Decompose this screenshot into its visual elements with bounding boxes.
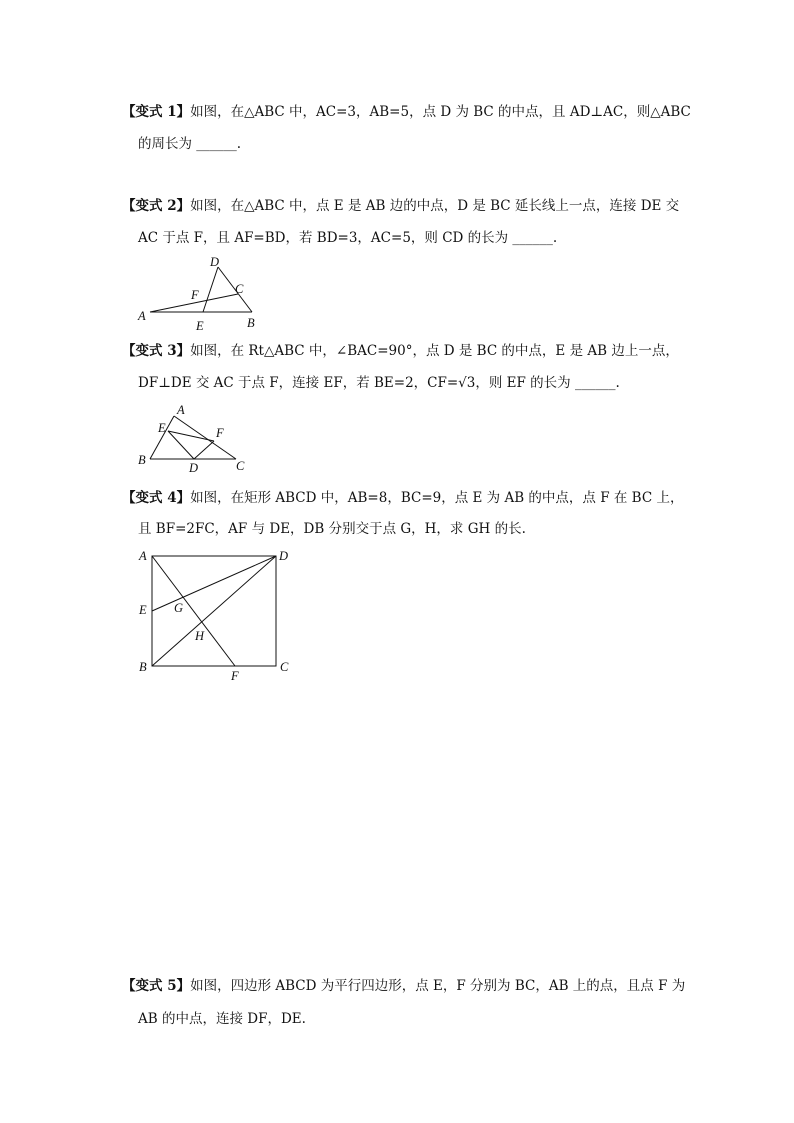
segment-af	[152, 556, 235, 666]
label-f: F	[191, 288, 199, 302]
problem-4-text-2: 且 BF=2FC，AF 与 DE，DB 分别交于点 G，H，求 GH 的长.	[138, 521, 526, 537]
segment-ef	[168, 431, 214, 441]
problem-4-tag: 【变式 4】	[122, 490, 191, 506]
problem-5-text-2: AB 的中点，连接 DF，DE.	[138, 1011, 306, 1027]
problem-4-figure	[130, 542, 300, 684]
label-c: C	[236, 459, 245, 473]
problem-1-text-1: 如图，在△ABC 中，AC=3，AB=5，点 D 为 BC 的中点，且 AD⊥AC，则△ABC	[190, 104, 691, 120]
label-b: B	[247, 316, 255, 330]
problem-2-text-2: AC 于点 F，且 AF=BD，若 BD=3，AC=5，则 CD 的长为 ______.	[138, 230, 558, 246]
segment-de	[152, 556, 276, 611]
segment-df	[194, 441, 214, 459]
problem-2-text-1: 如图，在△ABC 中，点 E 是 AB 边的中点，D 是 BC 延长线上一点，连接 DE 交	[190, 198, 680, 214]
label-h: H	[195, 629, 205, 643]
problem-4-text-1: 如图，在矩形 ABCD 中，AB=8，BC=9，点 E 为 AB 的中点，点 F 在 BC 上，	[190, 490, 684, 506]
label-e: E	[196, 319, 204, 333]
label-g: G	[174, 601, 184, 615]
label-d: D	[210, 255, 220, 269]
label-a: A	[177, 403, 185, 417]
problem-1-tag: 【变式 1】	[122, 104, 191, 120]
problem-2-tag: 【变式 2】	[122, 198, 191, 214]
problem-1-text-2: 的周长为 ______.	[138, 136, 242, 152]
label-b: B	[138, 453, 146, 467]
label-b: B	[139, 660, 147, 674]
problem-3-figure	[130, 398, 260, 476]
label-f: F	[231, 669, 239, 683]
label-d: D	[189, 461, 199, 475]
label-c: C	[280, 660, 289, 674]
problem-2-line-1	[122, 197, 679, 215]
problem-5-line-1	[122, 977, 685, 995]
problem-3-tag: 【变式 3】	[122, 343, 191, 359]
problem-1-line-1	[122, 103, 691, 121]
problem-4-line-1	[122, 489, 683, 507]
label-c: C	[235, 282, 244, 296]
problem-2-figure	[130, 250, 270, 335]
label-d: D	[279, 549, 289, 563]
problem-3-text-1: 如图，在 Rt△ABC 中，∠BAC=90°，点 D 是 BC 的中点，E 是 AB 边上一点，	[190, 343, 679, 359]
label-f: F	[216, 426, 224, 440]
label-a: A	[138, 309, 146, 323]
problem-3-line-1	[122, 342, 679, 360]
segment-ac	[174, 416, 236, 459]
segment-ed	[168, 431, 194, 459]
problem-5-text-1: 如图，四边形 ABCD 为平行四边形，点 E，F 分别为 BC，AB 上的点，且点 F 为	[190, 978, 686, 994]
problem-5-tag: 【变式 5】	[122, 978, 191, 994]
label-e: E	[158, 421, 166, 435]
label-e: E	[139, 603, 147, 617]
segment-de	[203, 267, 218, 312]
problem-3-text-2: DF⊥DE 交 AC 于点 F，连接 EF，若 BE=2，CF=√3，则 EF 的长为 ______.	[138, 375, 620, 391]
segment-db	[152, 556, 276, 666]
label-a: A	[139, 549, 147, 563]
